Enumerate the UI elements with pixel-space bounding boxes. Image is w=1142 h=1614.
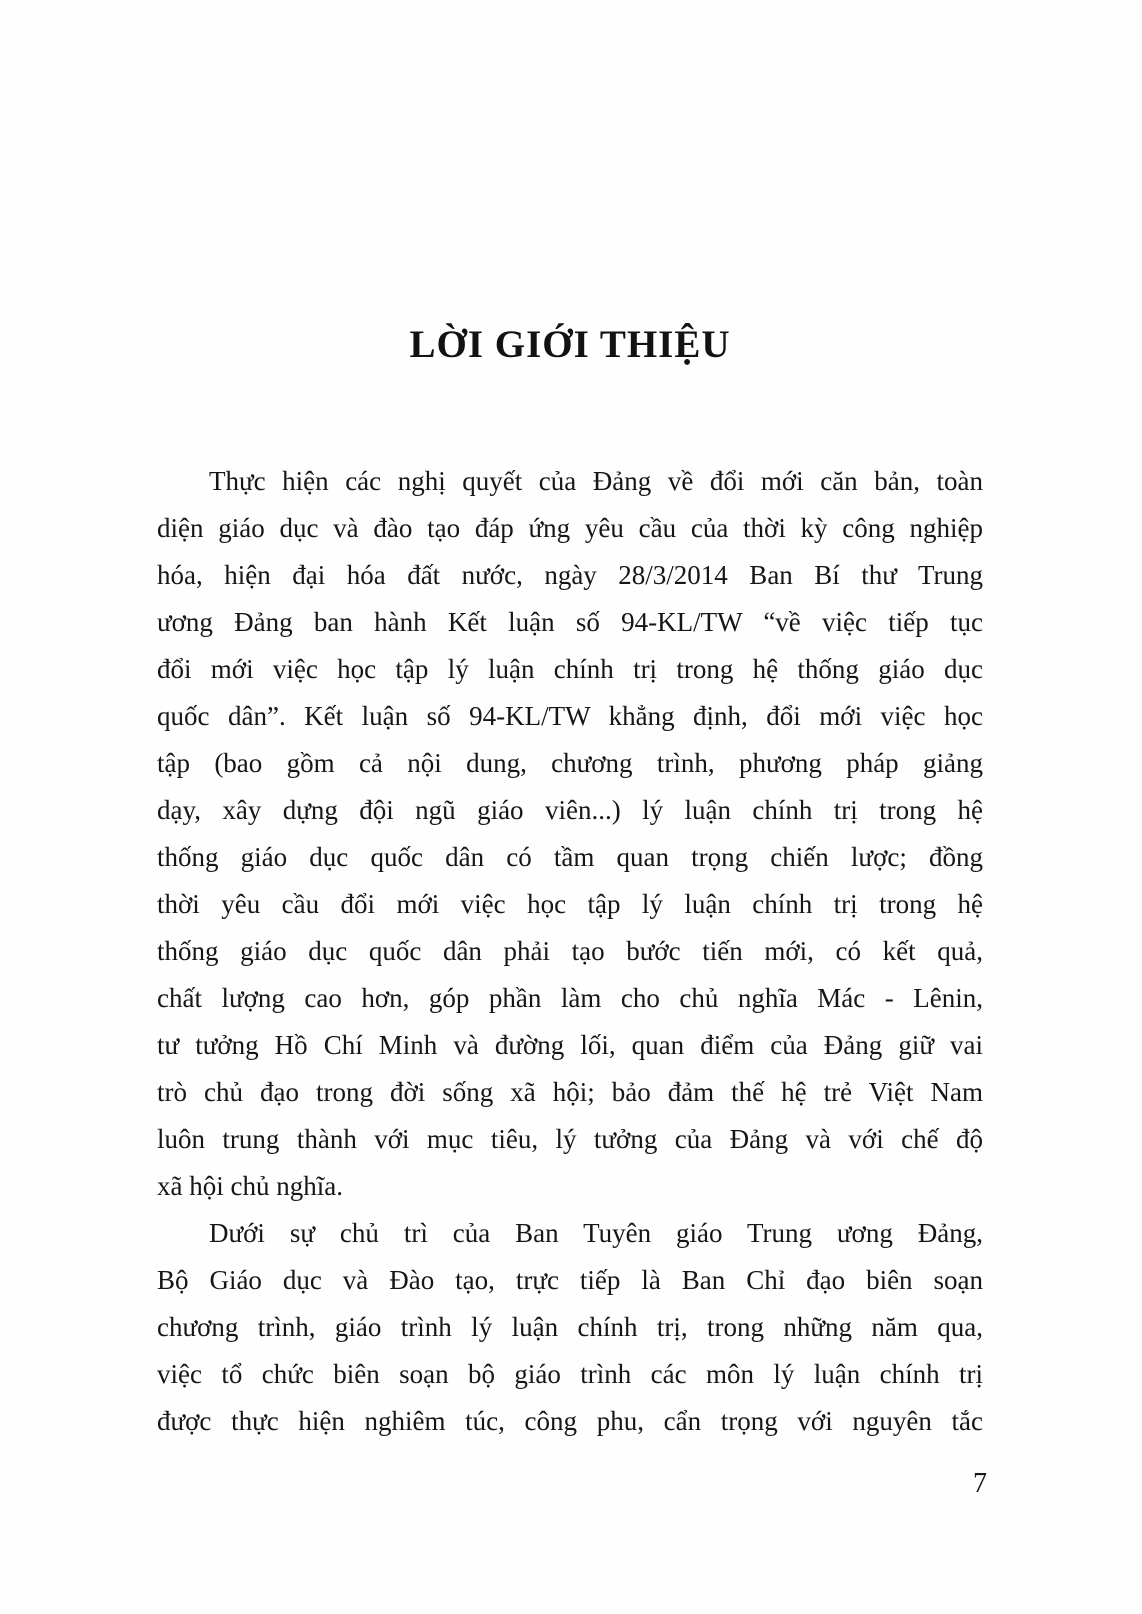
text-line: việc tổ chức biên soạn bộ giáo trình các môn lý luận chính trị bbox=[157, 1359, 983, 1389]
text-line: Thực hiện các nghị quyết của Đảng về đổi mới căn bản, toàn bbox=[209, 466, 983, 496]
page-number: 7 bbox=[973, 1468, 987, 1499]
text-line: hóa, hiện đại hóa đất nước, ngày 28/3/2014 Ban Bí thư Trung bbox=[157, 560, 983, 590]
text-line: ương Đảng ban hành Kết luận số 94-KL/TW “về việc tiếp tục bbox=[157, 607, 983, 637]
text-line: Dưới sự chủ trì của Ban Tuyên giáo Trung ương Đảng, bbox=[209, 1218, 983, 1248]
text-line: xã hội chủ nghĩa. bbox=[157, 1171, 343, 1201]
text-line: được thực hiện nghiêm túc, công phu, cẩn trọng với nguyên tắc bbox=[157, 1406, 983, 1436]
text-line: thống giáo dục quốc dân có tầm quan trọng chiến lược; đồng bbox=[157, 842, 983, 872]
text-line: đổi mới việc học tập lý luận chính trị trong hệ thống giáo dục bbox=[157, 654, 983, 684]
text-line: thống giáo dục quốc dân phải tạo bước tiến mới, có kết quả, bbox=[157, 936, 983, 966]
text-line: chương trình, giáo trình lý luận chính trị, trong những năm qua, bbox=[157, 1312, 983, 1342]
text-line: thời yêu cầu đổi mới việc học tập lý luận chính trị trong hệ bbox=[157, 889, 983, 919]
page-title: LỜI GIỚI THIỆU bbox=[409, 323, 731, 366]
text-line: trò chủ đạo trong đời sống xã hội; bảo đảm thế hệ trẻ Việt Nam bbox=[157, 1077, 983, 1107]
text-line: dạy, xây dựng đội ngũ giáo viên...) lý luận chính trị trong hệ bbox=[157, 795, 983, 825]
text-line: tập (bao gồm cả nội dung, chương trình, phương pháp giảng bbox=[157, 748, 983, 778]
text-line: tư tưởng Hồ Chí Minh và đường lối, quan điểm của Đảng giữ vai bbox=[157, 1030, 983, 1060]
text-line: chất lượng cao hơn, góp phần làm cho chủ nghĩa Mác - Lênin, bbox=[157, 983, 983, 1013]
text-line: Bộ Giáo dục và Đào tạo, trực tiếp là Ban Chỉ đạo biên soạn bbox=[157, 1265, 983, 1295]
text-line: luôn trung thành với mục tiêu, lý tưởng của Đảng và với chế độ bbox=[157, 1124, 983, 1154]
body-text bbox=[157, 458, 983, 1445]
text-line: quốc dân”. Kết luận số 94-KL/TW khẳng định, đổi mới việc học bbox=[157, 701, 983, 731]
text-line: diện giáo dục và đào tạo đáp ứng yêu cầu của thời kỳ công nghiệp bbox=[157, 513, 983, 543]
